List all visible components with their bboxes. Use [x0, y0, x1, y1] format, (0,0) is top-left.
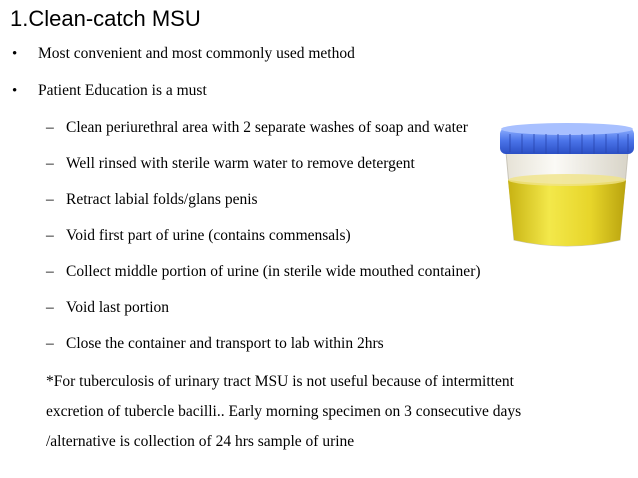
- sub-item: Clean periurethral area with 2 separate washes of soap and water: [66, 119, 468, 136]
- bullet-item: Patient Education is a must: [38, 82, 207, 99]
- urine-container-image: [496, 122, 638, 252]
- dash-marker: –: [46, 155, 54, 172]
- dash-marker: –: [46, 263, 54, 280]
- sub-item: Close the container and transport to lab within 2hrs: [66, 335, 384, 352]
- sub-item: Void first part of urine (contains commensals): [66, 227, 351, 244]
- sub-item: Retract labial folds/glans penis: [66, 191, 258, 208]
- bullet-marker: •: [12, 83, 18, 99]
- note-line: *For tuberculosis of urinary tract MSU is not useful because of intermittent: [46, 373, 514, 390]
- sub-item: Well rinsed with sterile warm water to remove detergent: [66, 155, 415, 172]
- slide-title: 1.Clean-catch MSU: [10, 6, 201, 31]
- bullet-marker: •: [12, 46, 18, 62]
- bullet-item: Most convenient and most commonly used method: [38, 45, 355, 62]
- note-line: excretion of tubercle bacilli.. Early morning specimen on 3 consecutive days: [46, 403, 522, 420]
- sub-item: Collect middle portion of urine (in sterile wide mouthed container): [66, 263, 481, 280]
- sub-item: Void last portion: [66, 299, 170, 316]
- dash-marker: –: [46, 191, 54, 208]
- dash-marker: –: [46, 119, 54, 136]
- dash-marker: –: [46, 227, 54, 244]
- note-line: /alternative is collection of 24 hrs sample of urine: [46, 433, 355, 450]
- dash-marker: –: [46, 335, 54, 352]
- dash-marker: –: [46, 299, 54, 316]
